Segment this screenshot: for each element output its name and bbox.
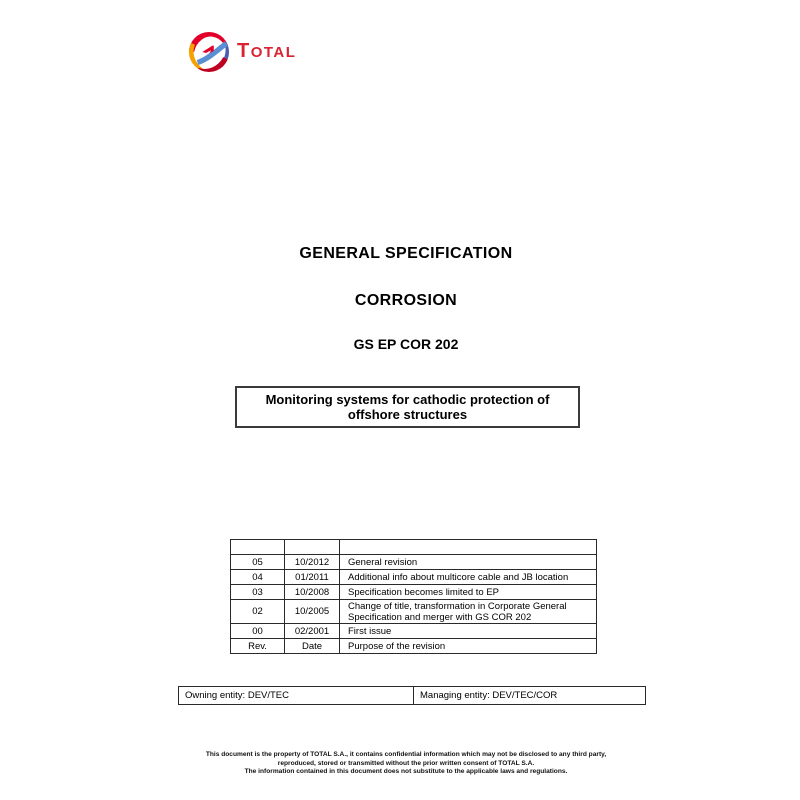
page-title: GENERAL SPECIFICATION	[299, 245, 513, 262]
revision-number: 02	[231, 600, 285, 624]
confidentiality-notice	[12, 751, 800, 777]
rev-column-label: Rev.	[231, 639, 285, 654]
revision-number: 04	[231, 570, 285, 585]
owning-entity: Owning entity: DEV/TEC	[179, 687, 414, 705]
entities-table	[178, 686, 646, 705]
revision-purpose: Specification becomes limited to EP	[340, 585, 597, 600]
revision-purpose: Change of title, transformation in Corporate General Specification and merger with GS COR 202	[340, 600, 597, 624]
purpose-column-label: Purpose of the revision	[340, 639, 597, 654]
table-row	[231, 555, 597, 570]
blank-cell	[231, 540, 285, 555]
entities-row	[179, 687, 646, 705]
revision-date: 02/2001	[285, 624, 340, 639]
discipline-title: CORROSION	[354, 292, 458, 309]
specification-title-line2: offshore structures	[347, 407, 468, 422]
revision-date: 10/2008	[285, 585, 340, 600]
revision-purpose: First issue	[340, 624, 597, 639]
total-logo	[188, 30, 296, 74]
wordmark-rest: OTAL	[250, 44, 297, 61]
revision-purpose: General revision	[340, 555, 597, 570]
blank-cell	[285, 540, 340, 555]
managing-entity: Managing entity: DEV/TEC/COR	[414, 687, 646, 705]
table-row	[231, 600, 597, 624]
blank-cell	[340, 540, 597, 555]
confidentiality-line1: This document is the property of TOTAL S.A., it contains confidential information which may not be disclosed to any third party,	[205, 751, 607, 758]
specification-title-box	[235, 386, 580, 428]
revision-purpose: Additional info about multicore cable and JB location	[340, 570, 597, 585]
revision-date: 10/2005	[285, 600, 340, 624]
table-row	[231, 585, 597, 600]
table-row	[231, 624, 597, 639]
wordmark-first-letter: T	[237, 40, 251, 62]
revision-number: 05	[231, 555, 285, 570]
table-row	[231, 570, 597, 585]
revision-number: 00	[231, 624, 285, 639]
table-row-blank	[231, 540, 597, 555]
total-globe-icon	[188, 31, 230, 73]
revision-number: 03	[231, 585, 285, 600]
total-wordmark	[237, 30, 296, 74]
revision-date: 10/2012	[285, 555, 340, 570]
specification-title-line1: Monitoring systems for cathodic protection of	[265, 392, 550, 407]
confidentiality-line2: reproduced, stored or transmitted without the prior written consent of TOTAL S.A.	[277, 759, 535, 767]
document-number: GS EP COR 202	[353, 336, 459, 352]
table-header-row	[231, 639, 597, 654]
revision-history-table	[230, 539, 597, 654]
revision-date: 01/2011	[285, 570, 340, 585]
date-column-label: Date	[285, 639, 340, 654]
confidentiality-line3: The information contained in this document does not substitute to the applicable laws and regulations.	[244, 768, 568, 776]
